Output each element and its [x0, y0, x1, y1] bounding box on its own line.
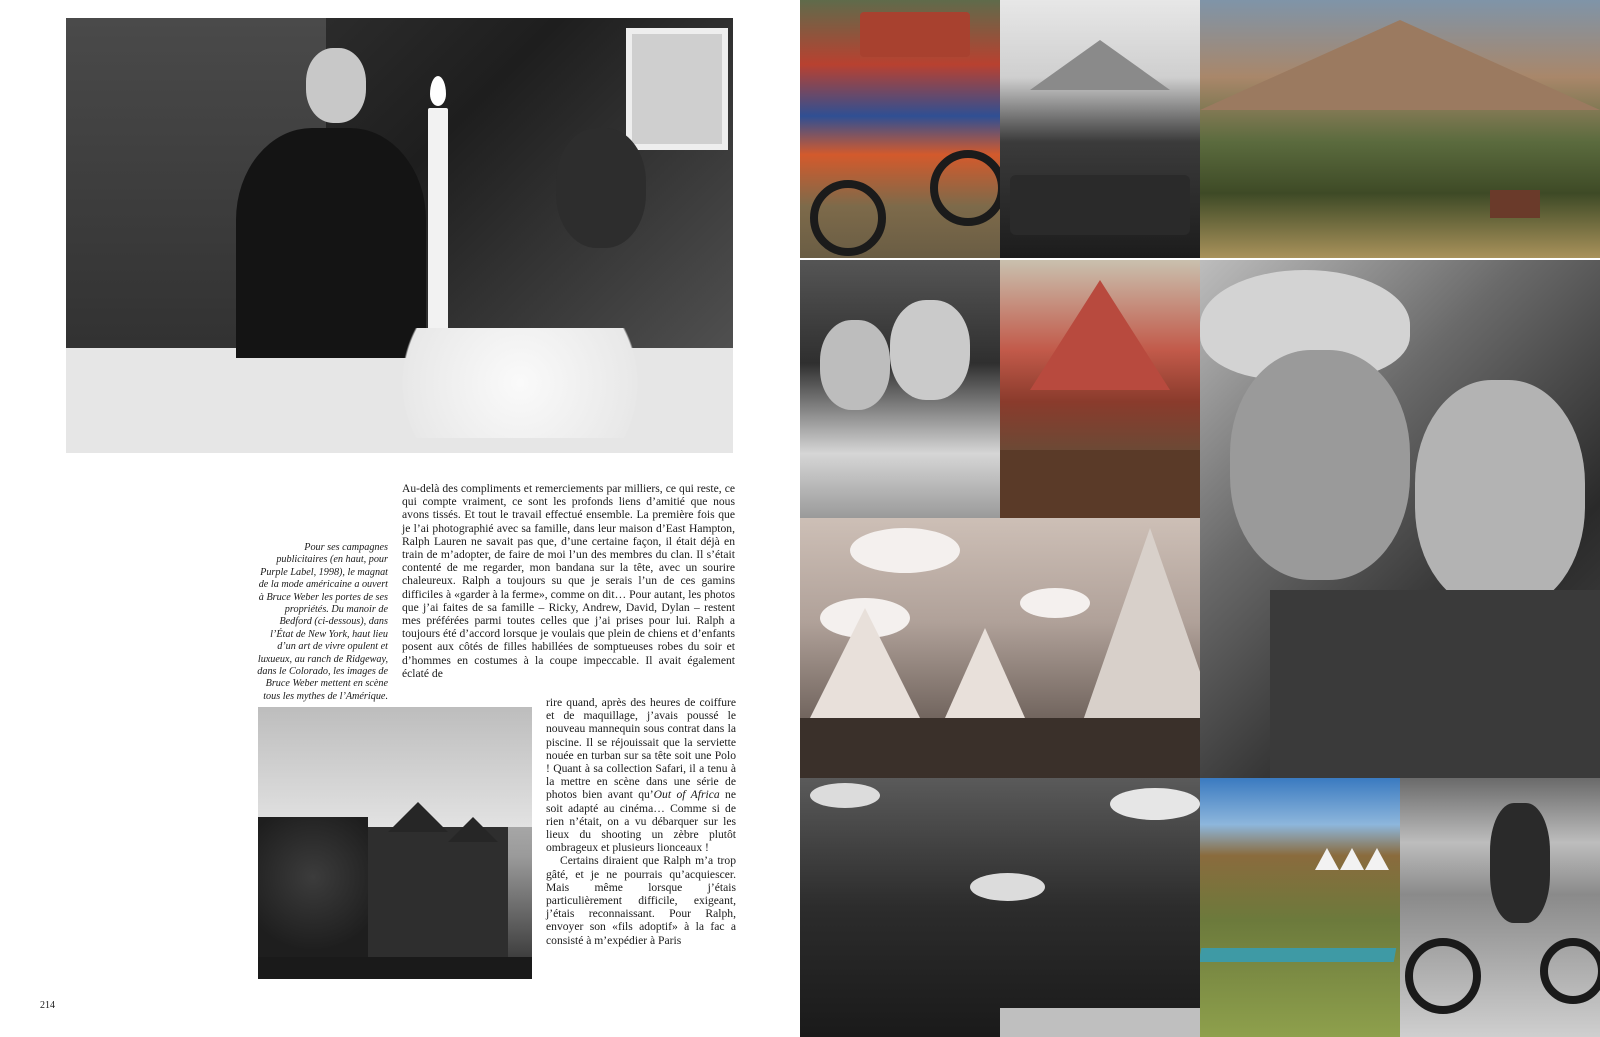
teepee-interior-photo — [1000, 260, 1200, 518]
couple-embrace-photo — [800, 260, 1000, 518]
dinner-photo — [66, 18, 733, 453]
article-paragraph-1-top: Au-delà des compliments et remerciements par milliers, ce qui reste, ce qui compte vraiment, ce sont les profonds liens d’amitié que nous avons tissés. Et tout le travail effectué ensemble. La première fois que je l’ai photographié avec sa famille, dans leur maison d’East Hampton, Ralph Lauren ne savait pas que, d’une certaine façon, il était déjà en train de m’adopter, de faire de moi l’un des membres du clan. Il s’était contenté de me regarder, mon bandana sur la tête, avec un sourire chaleureux. Ralph a toujours su que je serais l’un de ces gamins difficiles à «garder à la ferme», comme on dit… Pour autant, les photos que j’ai faites de sa famille – Ricky, Andrew, David, Dylan – restent mes préférées parmi toutes celles que j’ai prises pour lui. Ralph a toujours été d’accord lorsque je voulais que plein de chiens et d’enfants posent aux côtés de filles habillées de somptueuses robes du soir et d’hommes en costumes à la coupe impeccable. Il avait également éclaté de — [402, 482, 735, 680]
meadow-pingpong-photo — [1200, 778, 1400, 1037]
bedford-manor-photo — [258, 707, 532, 979]
family-on-truck-snow-photo — [1000, 0, 1200, 258]
article-paragraph-1-bottom: rire quand, après des heures de coiffure et de maquillage, j’avais poussé le nouveau mannequin sous contrat dans la piscine. Il se réjouissait que la serviette nouée en turban sur sa tête soit une Polo ! Quant à sa collection Safari, il a tenu à la mettre en scène dans une série de photos bien avant qu’Out of Africa ne soit adapté au cinéma… Comme si de rien n’était, on a vu débarquer sur les lieux du shooting un zèbre plutôt ombrageux et plusieurs lionceaux ! — [546, 696, 737, 855]
teepees-horses-photo — [800, 518, 1200, 778]
photo-caption: Pour ses campagnes publicitaires (en haut, pour Purple Label, 1998), le magnat de la mode américaine a ouvert à Bruce Weber les portes de ses propriétés. Du manoir de Bedford (ci-dessous), dans l’État de New York, haut lieu d’un art de vivre opulent et luxueux, au ranch de Ridgeway, dans le Colorado, les images de Bruce Weber mettent en scène tous les mythes de l’Amérique. — [257, 542, 388, 702]
cowboy-hat-couple-photo — [1200, 260, 1600, 778]
motorcycle-rider-photo — [1400, 778, 1600, 1037]
article-paragraph-2: Certains diraient que Ralph m’a trop gâté, et je ne pourrais qu’acquiescer. Mais même lorsque j’étais particulièrement difficile, exigeant, j’étais reconnaissant. Pour Ralph, envoyer son «fils adoptif» à la fac a consisté à m’expédier à Paris — [546, 854, 736, 947]
film-title: Out of Africa — [653, 788, 720, 802]
article-column-bottom — [546, 696, 736, 947]
article-column-top — [402, 482, 735, 680]
mountain-ranch-photo — [1200, 0, 1600, 258]
trucks-motorcycles-photo — [800, 0, 1000, 258]
page-number: 214 — [40, 1000, 55, 1011]
cowboys-billiards-photo — [800, 778, 1200, 1037]
